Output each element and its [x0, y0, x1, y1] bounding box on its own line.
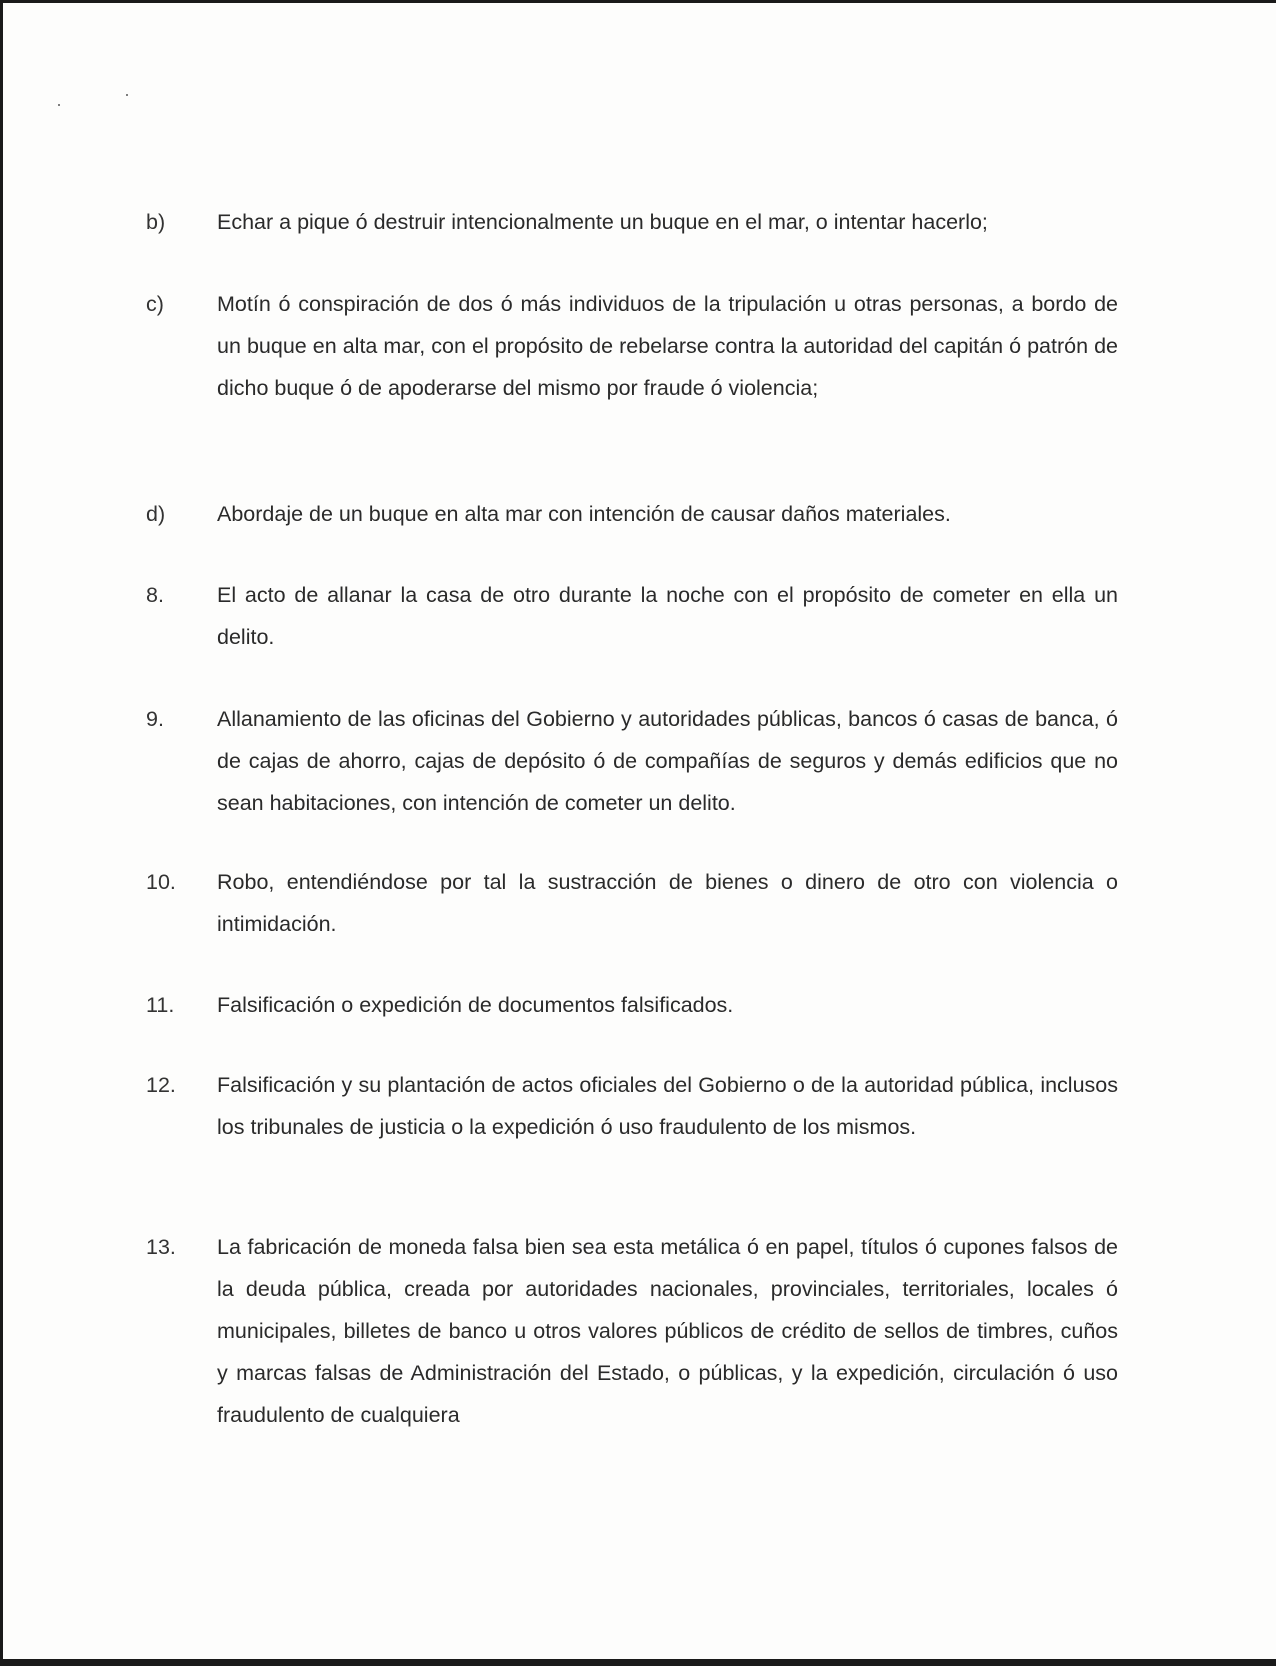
item-text: El acto de allanar la casa de otro durante la noche con el propósito de cometer en ella un delito.	[217, 583, 1118, 649]
item-text: Falsificación y su plantación de actos oficiales del Gobierno o de la autoridad pública, inclusos los tribunales de justicia o la expedición ó uso fraudulento de los mismos.	[217, 1073, 1118, 1139]
item-marker: b)	[146, 210, 166, 234]
scan-border-left	[0, 0, 3, 1666]
item-marker: 11.	[146, 993, 175, 1017]
item-text: Echar a pique ó destruir intencionalmente un buque en el mar, o intentar hacerlo;	[217, 210, 988, 234]
item-marker: 12.	[146, 1073, 176, 1097]
item-marker: 13.	[146, 1235, 176, 1259]
item-marker: 10.	[146, 870, 176, 894]
item-text: Robo, entendiéndose por tal la sustracción de bienes o dinero de otro con violencia o intimidación.	[217, 870, 1118, 936]
item-text: Motín ó conspiración de dos ó más individuos de la tripulación u otras personas, a bordo de un buque en alta mar, con el propósito de rebelarse contra la autoridad del capitán ó patrón de dicho buque ó de apoderarse del mismo por fraude ó violencia;	[217, 292, 1118, 400]
item-text: Falsificación o expedición de documentos falsificados.	[217, 993, 734, 1017]
scan-border-top	[0, 0, 1276, 3]
item-text: Abordaje de un buque en alta mar con intención de causar daños materiales.	[217, 502, 951, 526]
item-marker: 8.	[146, 583, 164, 607]
item-text: Allanamiento de las oficinas del Gobierno y autoridades públicas, bancos ó casas de banca, ó de cajas de ahorro, cajas de depósito ó de compañías de seguros y demás edificios que no sean habitaciones, con intención de cometer un delito.	[217, 707, 1118, 815]
item-marker: c)	[146, 292, 164, 316]
scan-speck	[126, 94, 128, 96]
item-marker: 9.	[146, 707, 164, 731]
item-text: La fabricación de moneda falsa bien sea esta metálica ó en papel, títulos ó cupones falsos de la deuda pública, creada por autoridades nacionales, provinciales, territoriales, locales ó municipales, billetes de banco u otros valores públicos de crédito de sellos de timbres, cuños y marcas falsas de Administración del Estado, o públicas, y la expedición, circulación ó uso fraudulento de cualquiera	[217, 1235, 1118, 1427]
scan-border-bottom	[0, 1659, 1276, 1666]
scan-speck	[58, 104, 60, 106]
item-marker: d)	[146, 502, 166, 526]
